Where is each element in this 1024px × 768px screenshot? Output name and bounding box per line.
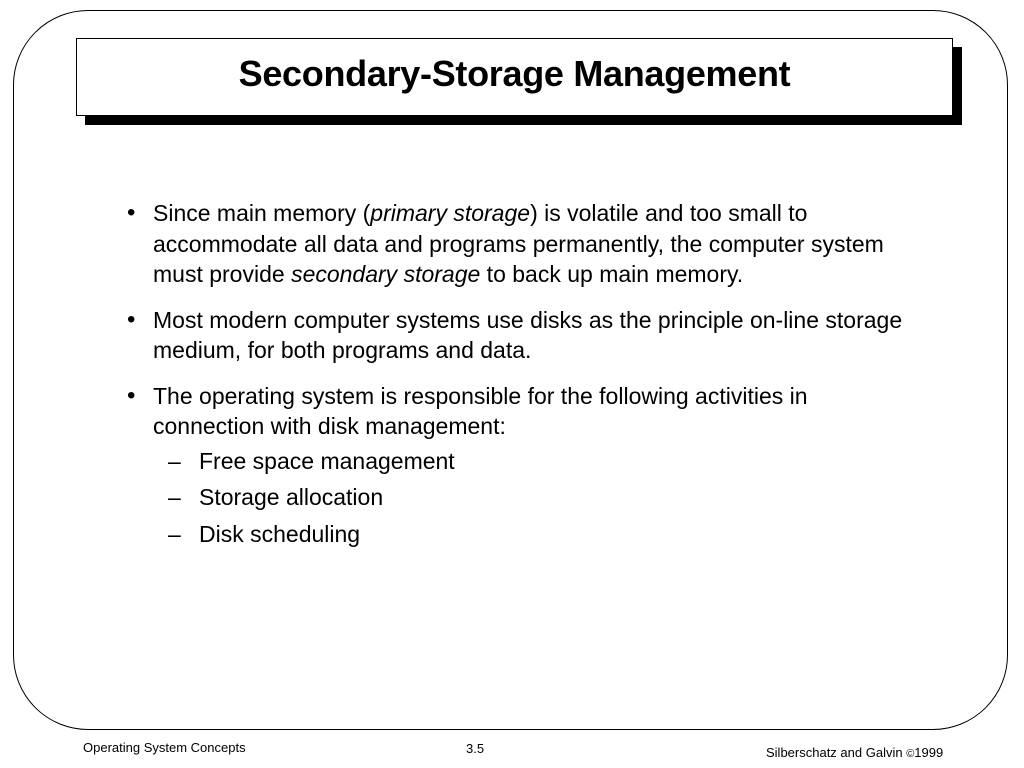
bullet-list (122, 198, 912, 564)
sub-list-item-text: Disk scheduling (199, 520, 361, 547)
bullet-text (153, 305, 912, 366)
bullet-text-segment: The operating system is responsible for the following activities in connection with disk management: (153, 382, 808, 439)
dash-icon: – (168, 447, 181, 474)
footer-authors-text: Silberschatz and Galvin (766, 745, 907, 760)
title-box (76, 38, 953, 116)
footer-course-title: Operating System Concepts (83, 740, 246, 755)
bullet-item (122, 198, 912, 290)
sub-list-item (122, 519, 912, 550)
bullet-text-segment: Most modern computer systems use disks as the principle on-line storage medium, for both programs and data. (153, 306, 903, 363)
bullet-text (153, 381, 912, 442)
footer-year: 1999 (914, 745, 944, 760)
bullet-icon: • (127, 305, 136, 333)
bullet-text-segment: Since main memory ( (153, 200, 371, 226)
footer-authors (766, 745, 943, 760)
sub-list-item (122, 446, 912, 477)
dash-icon: – (168, 484, 181, 510)
emphasized-term: secondary storage (291, 261, 481, 287)
copyright-icon: © (906, 748, 915, 760)
bullet-icon: • (127, 381, 136, 409)
sub-list (122, 446, 912, 550)
sub-list-item-text: Storage allocation (199, 484, 384, 510)
dash-icon: – (168, 520, 181, 547)
bullet-item (122, 381, 912, 550)
bullet-text-segment: ) is volatile and too small to accommodate all data and programs permanently, the computer system must provide (153, 200, 884, 287)
bullet-icon: • (127, 199, 136, 226)
sub-list-item-text: Free space management (199, 447, 455, 474)
emphasized-term: primary storage (370, 200, 531, 226)
bullet-item (122, 305, 912, 366)
sub-list-item (122, 482, 912, 513)
footer-page-number: 3.5 (466, 741, 485, 756)
bullet-text (153, 198, 912, 290)
bullet-text-segment: to back up main memory. (480, 261, 744, 287)
slide-title: Secondary-Storage Management (238, 53, 791, 94)
